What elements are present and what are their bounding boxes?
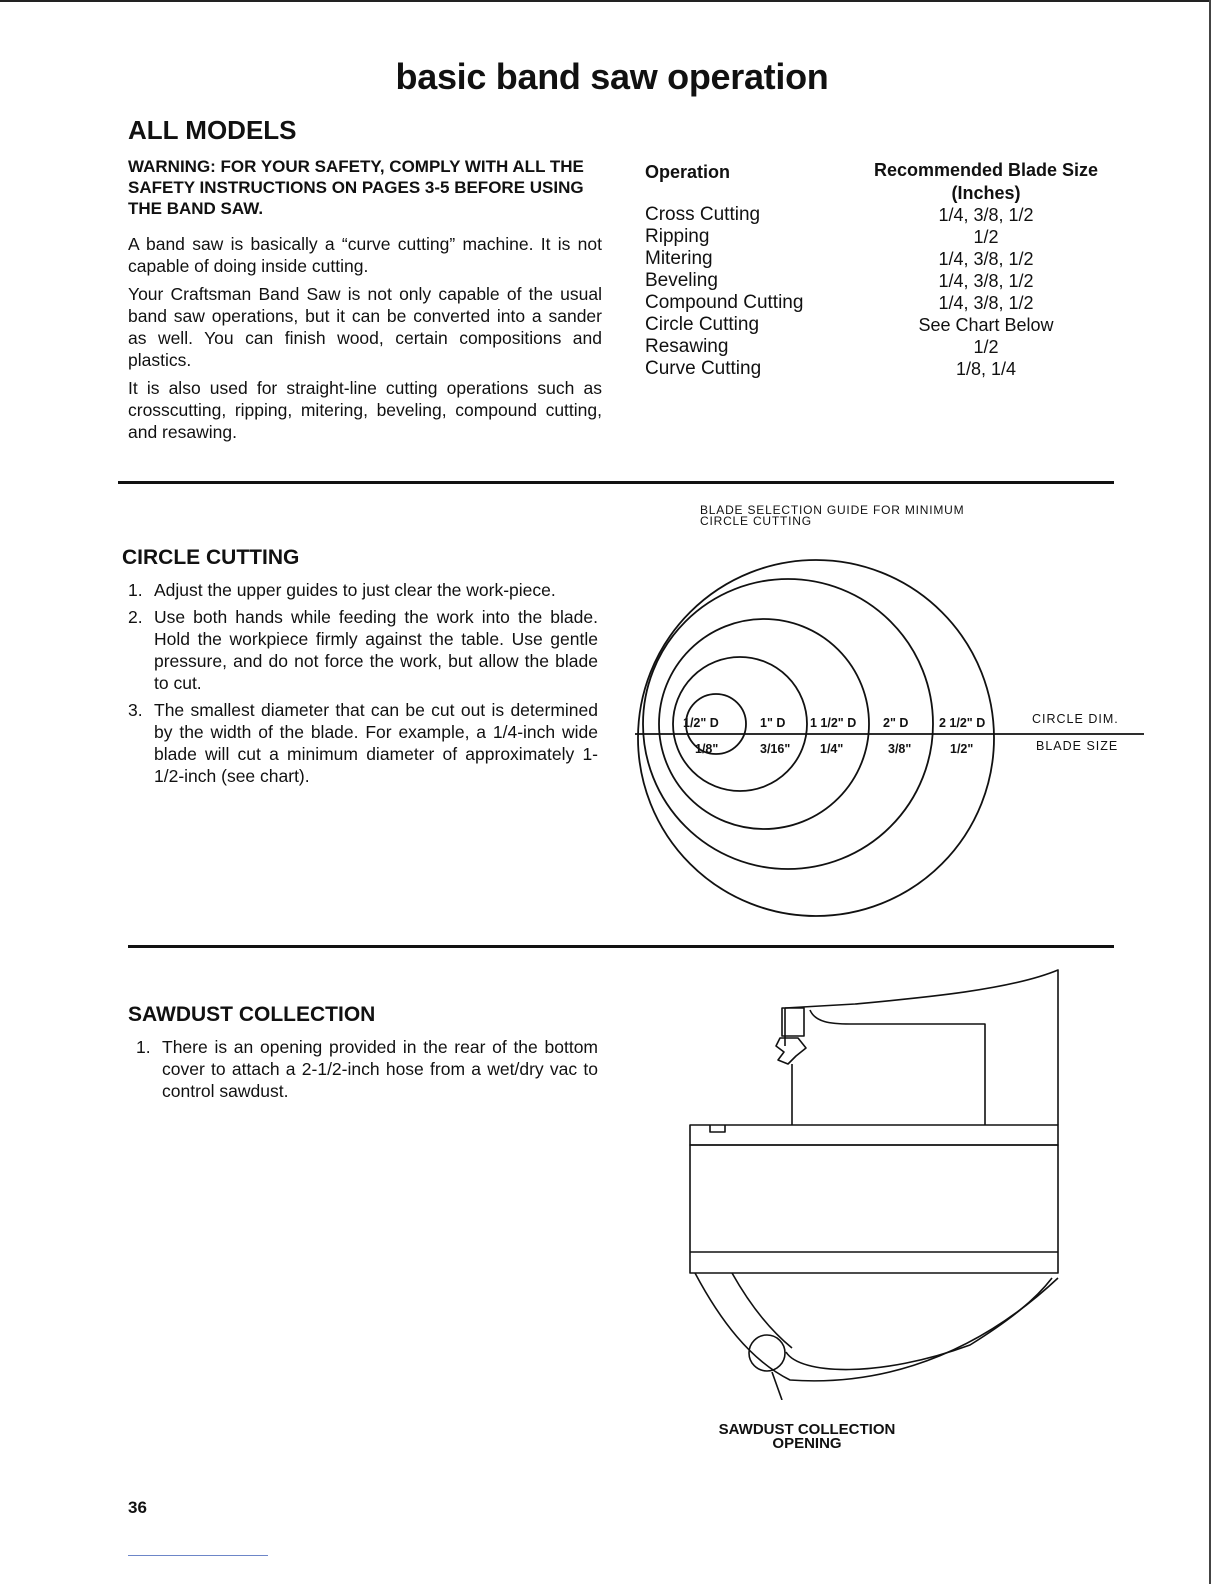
blade-size-cell: 1/8, 1/4 [955,359,1017,379]
page-number: 36 [128,1498,147,1517]
step-text: There is an opening provided in the rear of the bottom cover to attach a 2-1/2-inch hose from a wet/dry vac to control sawdust. [162,1037,598,1101]
step-item [128,579,598,601]
circle-dim-legend: CIRCLE DIM. [1032,712,1119,726]
circle-dim-label: 2 1/2" D [939,716,986,730]
circle-dim-label: 1" D [760,716,786,730]
blade-size-label: 1/2" [950,742,974,756]
operation-cell: Resawing [645,336,729,357]
intro-paragraph-3: It is also used for straight-line cutting operations such as crosscutting, ripping, mitering, beveling, compound cutting, and resawing. [128,378,602,442]
operation-list [645,204,803,380]
circle-dim-label: 1 1/2" D [810,716,857,730]
label-line1: SAWDUST COLLECTION [718,1421,896,1438]
section-divider [118,481,1114,484]
circle-two-and-half-inch [638,560,994,916]
operation-column-header: Operation [645,162,731,182]
blade-header-line2: (Inches) [951,183,1021,203]
operation-cell: Mitering [645,248,713,269]
upper-arm-outline [785,970,1058,1125]
blade-size-list [850,204,1122,380]
step-item [128,606,598,694]
guide-title-line1: BLADE SELECTION GUIDE FOR MINIMUM [700,503,965,517]
safety-warning: WARNING: FOR YOUR SAFETY, COMPLY WITH ALL THE SAFETY INSTRUCTIONS ON PAGES 3-5 BEFORE USING THE BAND SAW. [128,157,584,218]
blade-size-cell: 1/2 [973,337,999,357]
base-cabinet [690,1145,1058,1273]
top-border [0,0,1210,2]
blade-size-legend: BLADE SIZE [1036,739,1119,753]
label-line2: OPENING [772,1435,842,1452]
page-title: basic band saw operation [395,56,829,97]
step-item [136,1036,598,1102]
band-saw-diagram [680,960,1080,1400]
operation-cell: Compound Cutting [645,292,804,313]
step-text: The smallest diameter that can be cut out is determined by the width of the blade. For example, a 1/4-inch wide blade will cut a minimum diameter of approximately 1-1/2-inch (see chart). [154,700,598,786]
bottom-cover-outline [695,1273,1058,1381]
circle-dim-label: 2" D [883,716,909,730]
blade-size-label: 1/8" [695,742,719,756]
blade-size-label: 1/4" [820,742,844,756]
blade-header-line1: Recommended Blade Size [873,160,1099,180]
blade-size-cell: 1/4, 3/8, 1/2 [938,293,1034,313]
blade-size-cell: See Chart Below [918,315,1054,335]
circle-cutting-steps [128,579,598,792]
step-number: 3. [128,700,143,720]
right-border [1209,0,1211,1584]
circle-cutting-heading: CIRCLE CUTTING [122,546,300,569]
operation-cell: Circle Cutting [645,314,760,335]
operation-cell: Curve Cutting [645,358,762,379]
footer-rule [128,1555,268,1556]
blade-size-label: 3/8" [888,742,912,756]
sawdust-opening-label [702,1423,912,1451]
section-divider [128,945,1114,948]
circle-dim-label: 1/2" D [683,716,719,730]
operation-cell: Ripping [645,226,710,247]
blade-guide-title [700,505,964,527]
step-number: 1. [136,1037,151,1057]
blade-size-cell: 1/2 [973,227,999,247]
saw-table [690,1125,1058,1145]
step-text: Adjust the upper guides to just clear the work-piece. [154,580,556,600]
step-number: 2. [128,607,143,627]
operation-cell: Beveling [645,270,718,291]
sawdust-steps [136,1036,598,1107]
guide-title-line2: CIRCLE CUTTING [700,514,812,528]
blade-size-column-header [850,159,1122,205]
step-number: 1. [128,580,143,600]
step-item [128,699,598,787]
arm-inner-outline [810,1010,985,1125]
intro-paragraph-2: Your Craftsman Band Saw is not only capable of the usual band saw operations, but it can be converted into a sander as well. You can finish wood, certain compositions and plastics. [128,284,602,370]
operation-cell: Cross Cutting [645,204,761,225]
circle-guide-diagram [620,550,1160,930]
blade-size-cell: 1/4, 3/8, 1/2 [938,249,1034,269]
sawdust-heading: SAWDUST COLLECTION [128,1003,376,1026]
blade-size-cell: 1/4, 3/8, 1/2 [938,205,1034,225]
leader-line [772,1372,782,1400]
blade-size-cell: 1/4, 3/8, 1/2 [938,271,1034,291]
blade-guide-knob [776,1038,806,1064]
blade-size-label: 3/16" [760,742,791,756]
all-models-heading: ALL MODELS [128,115,297,145]
intro-paragraph-1: A band saw is basically a “curve cutting” machine. It is not capable of doing inside cutting. [128,234,602,276]
step-text: Use both hands while feeding the work into the blade. Hold the workpiece firmly against the table. Use gentle pressure, and do not force the work, but allow the blade to cut. [154,607,598,693]
